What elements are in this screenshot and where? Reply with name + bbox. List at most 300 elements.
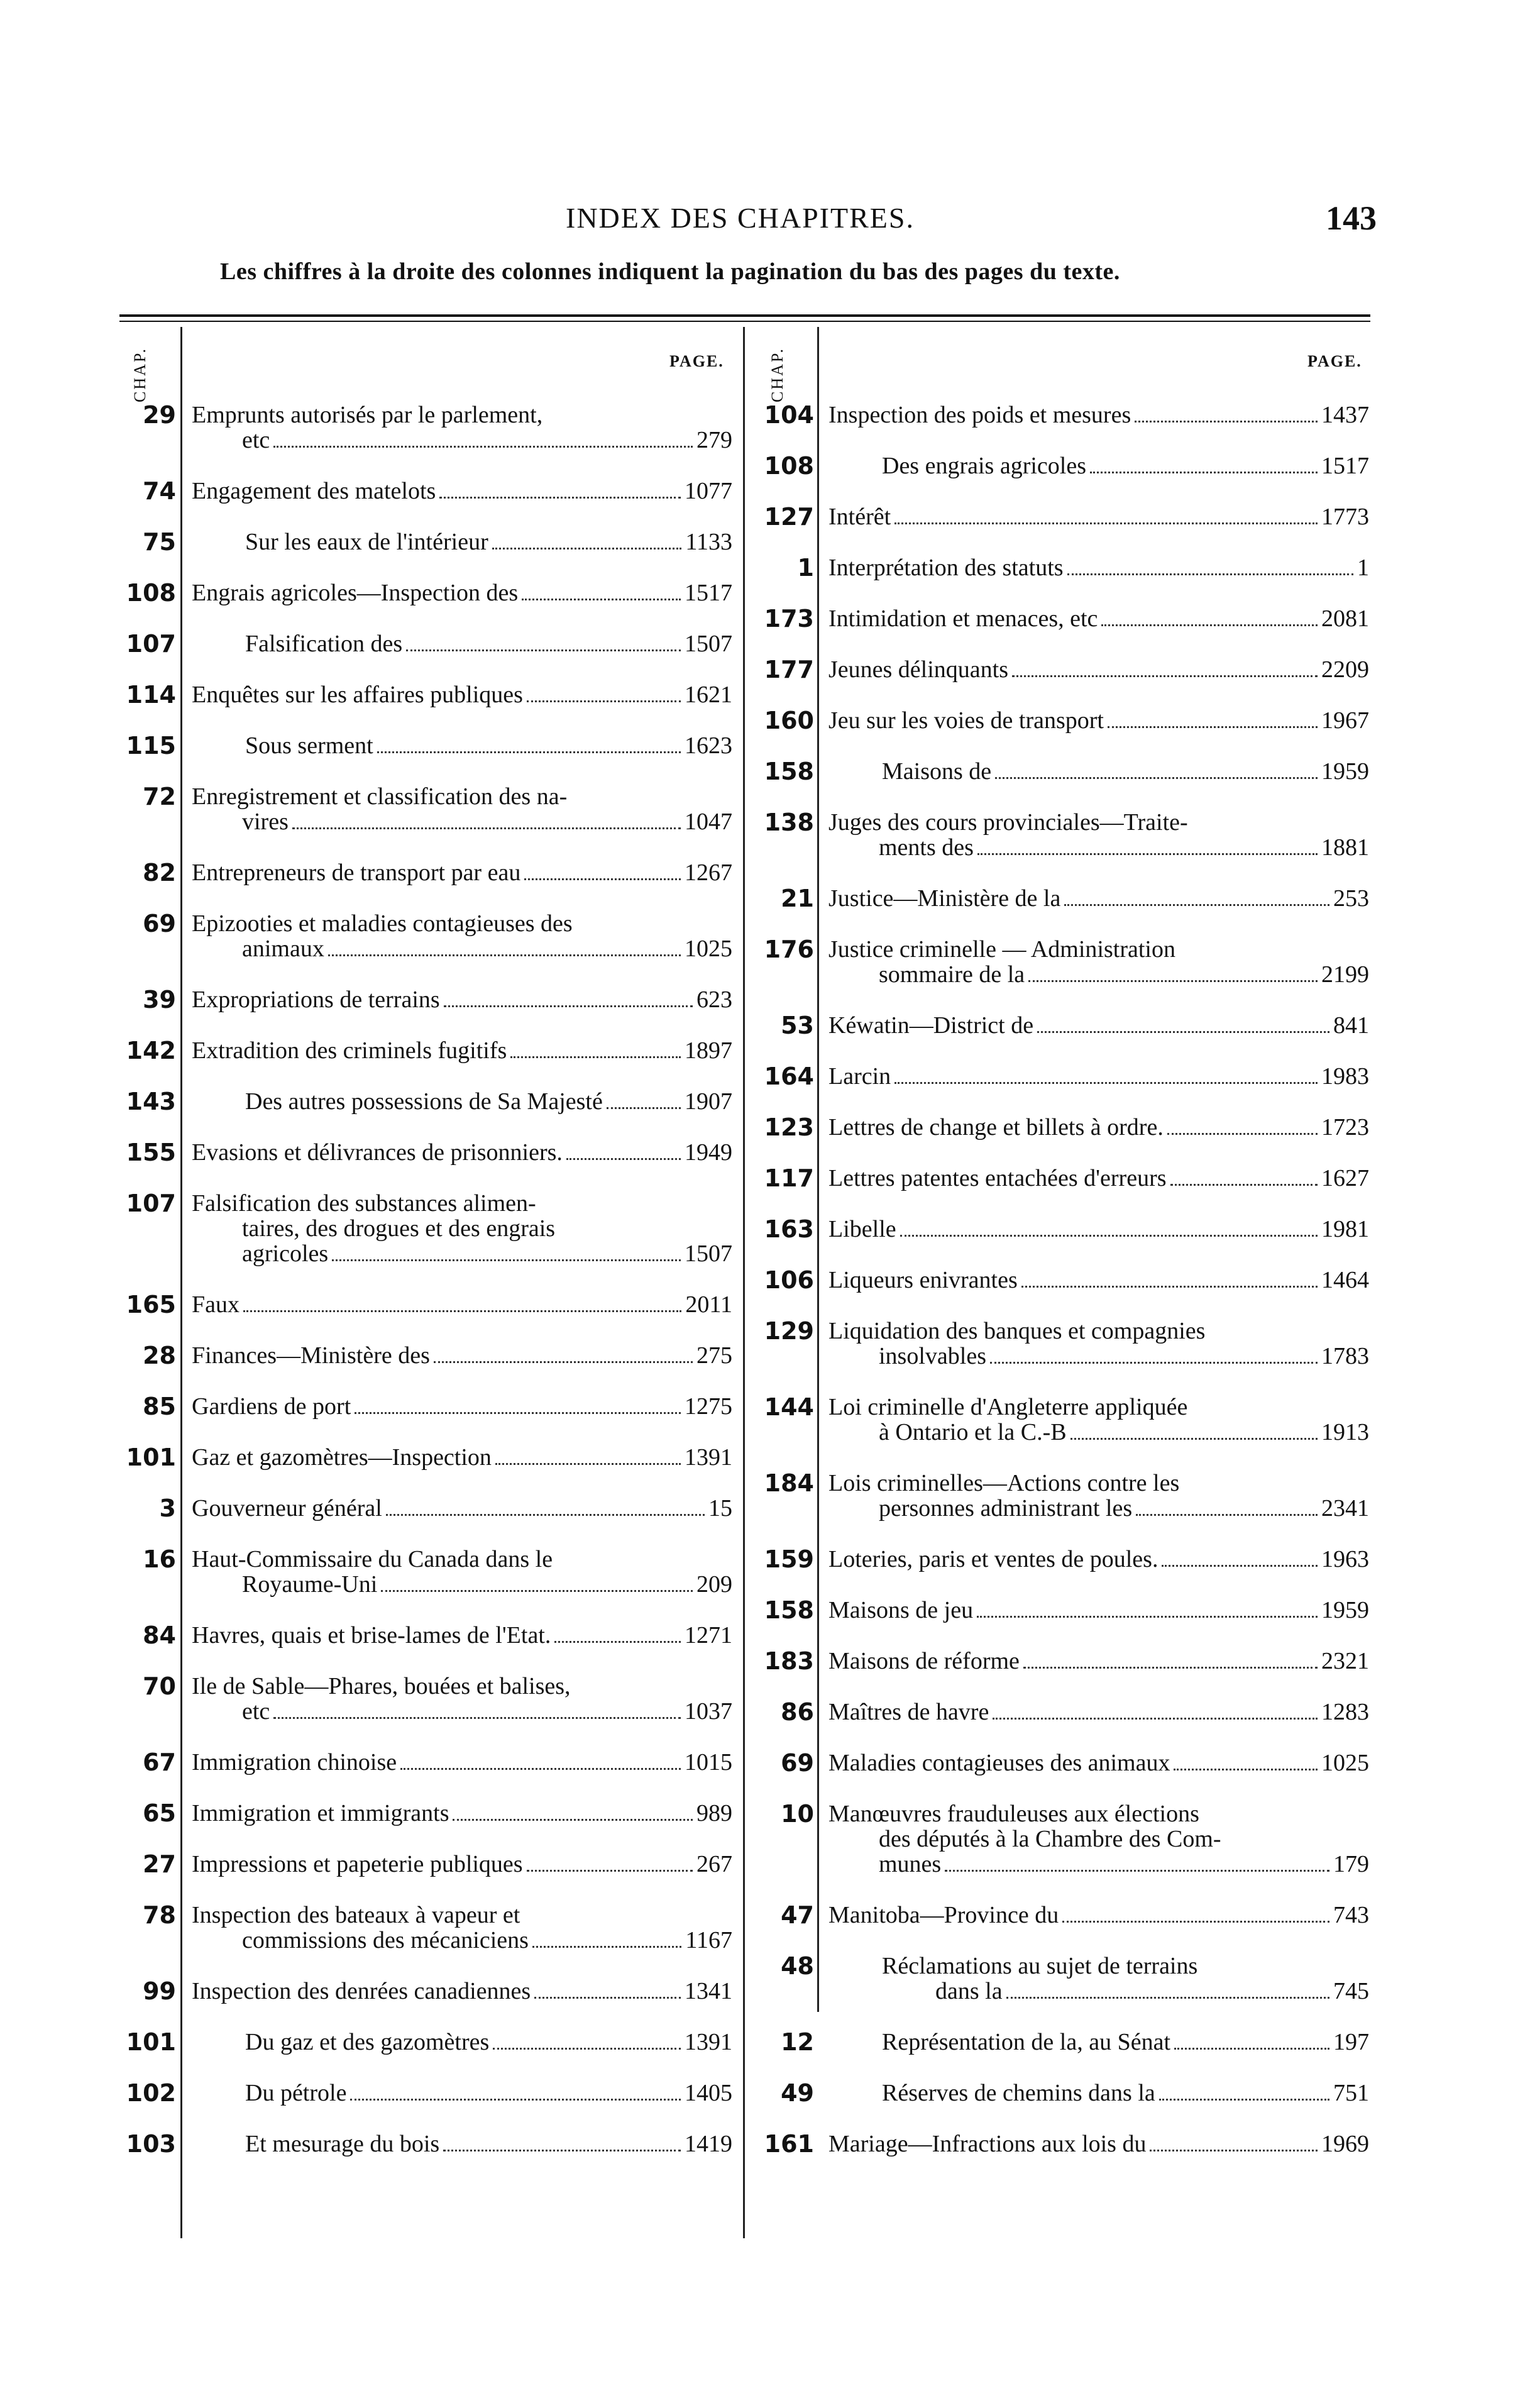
entry-text <box>192 1191 732 1266</box>
entry-line: Mariage—Infractions aux lois du <box>828 2131 1147 2157</box>
leader-dots <box>534 1997 681 1999</box>
leader-dots <box>510 1056 681 1058</box>
page-reference: 2209 <box>1321 656 1369 683</box>
chapter-number: 160 <box>764 707 814 734</box>
entry-text <box>828 1750 1369 1776</box>
leader-dots <box>1023 1667 1318 1669</box>
chapter-number: 101 <box>126 1444 176 1471</box>
page-reference: 1897 <box>685 1037 732 1064</box>
entry-line: Extradition des criminels fugitifs <box>192 1037 507 1064</box>
chapter-number: 3 <box>159 1494 176 1522</box>
entry-text <box>192 1903 732 1953</box>
page-header <box>189 201 1383 245</box>
chapter-number: 74 <box>143 477 176 505</box>
chapter-number: 85 <box>143 1393 176 1420</box>
entry-line: Du gaz et des gazomètres <box>245 2029 490 2055</box>
leader-dots <box>1101 624 1318 626</box>
page-reference: 1025 <box>685 936 732 962</box>
entry-text <box>192 1445 732 1470</box>
page-reference: 2321 <box>1321 1648 1369 1674</box>
page-reference: 2341 <box>1321 1495 1369 1522</box>
entry-line: Lettres patentes entachées d'erreurs <box>828 1165 1167 1191</box>
page-reference: 15 <box>708 1495 732 1522</box>
leader-dots <box>1021 1286 1318 1288</box>
top-rule <box>119 314 1370 317</box>
chapter-number: 10 <box>781 1800 814 1828</box>
leader-dots <box>527 700 681 702</box>
page-reference: 1391 <box>685 2029 732 2055</box>
chapter-number: 48 <box>781 1952 814 1980</box>
entry-line: Immigration et immigrants <box>192 1800 449 1826</box>
entry-text <box>192 1496 732 1521</box>
chapter-number: 27 <box>143 1850 176 1878</box>
entry-text <box>828 1166 1369 1191</box>
entry-text <box>828 1064 1369 1089</box>
entry-line: Interprétation des statuts <box>828 555 1064 581</box>
entry-line: personnes administrant les <box>879 1495 1133 1522</box>
leader-dots <box>1174 2048 1329 2050</box>
page-reference: 2199 <box>1321 961 1369 988</box>
chapter-number: 69 <box>781 1749 814 1777</box>
entry-text <box>192 1979 732 2004</box>
chapter-number: 103 <box>126 2130 176 2158</box>
chapter-number: 143 <box>126 1088 176 1115</box>
entry-line: Enregistrement et classification des na- <box>192 783 568 810</box>
entry-line: Royaume-Uni <box>242 1571 378 1598</box>
leader-dots <box>894 522 1318 524</box>
page-reference: 1627 <box>1321 1165 1369 1191</box>
page-reference: 1623 <box>685 732 732 759</box>
leader-dots <box>554 1641 681 1643</box>
entry-text <box>192 1292 732 1317</box>
entry-line: munes <box>879 1851 942 1877</box>
leader-dots <box>495 1463 681 1465</box>
chapter-number: 106 <box>764 1266 814 1294</box>
entry-text <box>192 733 732 758</box>
entry-text <box>828 1547 1369 1572</box>
chapter-number: 115 <box>126 732 176 759</box>
leader-dots <box>995 777 1318 779</box>
entry-line: Manœuvres frauduleuses aux élections <box>828 1801 1199 1827</box>
page-reference: 1077 <box>685 478 732 504</box>
page-reference: 197 <box>1333 2029 1369 2055</box>
entry-line: des députés à la Chambre des Com- <box>879 1826 1221 1852</box>
chapter-number: 117 <box>764 1164 814 1192</box>
leader-dots <box>900 1235 1318 1237</box>
leader-dots <box>243 1310 681 1312</box>
chapter-number: 108 <box>126 579 176 607</box>
leader-dots <box>1006 1997 1329 1999</box>
chapter-number: 184 <box>764 1469 814 1497</box>
entry-text <box>828 1318 1369 1369</box>
page-reference: 253 <box>1333 885 1369 912</box>
entry-text <box>828 2030 1369 2055</box>
leader-dots <box>1167 1133 1318 1135</box>
leader-dots <box>1067 573 1353 575</box>
page-reference: 1959 <box>1321 1597 1369 1623</box>
leader-dots <box>406 649 681 651</box>
page-reference: 1621 <box>685 682 732 708</box>
entry-text <box>828 657 1369 682</box>
leader-dots <box>522 599 681 600</box>
chapter-number: 1 <box>797 554 814 582</box>
entry-text <box>192 1623 732 1648</box>
entry-text <box>192 1852 732 1877</box>
leader-dots <box>1136 1514 1318 1516</box>
page-reference: 1283 <box>1321 1699 1369 1725</box>
entry-line: Loteries, paris et ventes de poules. <box>828 1546 1159 1572</box>
page-subtitle: Les chiffres à la droite des colonnes indiquent la pagination du bas des pages du texte. <box>220 258 1120 285</box>
chapter-number: 163 <box>764 1215 814 1243</box>
entry-line: Des autres possessions de Sa Majesté <box>245 1088 603 1115</box>
chapter-number: 69 <box>143 910 176 937</box>
entry-line: Faux <box>192 1291 239 1318</box>
entry-line: Expropriations de terrains <box>192 986 440 1013</box>
entry-line: Maladies contagieuses des animaux <box>828 1750 1170 1776</box>
entry-text <box>828 402 1369 428</box>
chapter-number: 65 <box>143 1799 176 1827</box>
chapter-number: 176 <box>764 936 814 963</box>
entry-line: Impressions et papeterie publiques <box>192 1851 523 1877</box>
entry-text <box>828 708 1369 733</box>
entry-line: Loi criminelle d'Angleterre appliquée <box>828 1394 1188 1420</box>
entry-line: Engagement des matelots <box>192 478 436 504</box>
leader-dots <box>400 1768 681 1770</box>
leader-dots <box>527 1870 693 1872</box>
entry-line: animaux <box>242 936 324 962</box>
entry-line: Gaz et gazomètres—Inspection <box>192 1444 492 1471</box>
page-reference: 1015 <box>685 1749 732 1776</box>
page-reference: 1507 <box>685 631 732 657</box>
chapter-number: 165 <box>126 1291 176 1318</box>
chapter-number: 72 <box>143 783 176 810</box>
entry-line: Intérêt <box>828 504 891 530</box>
entry-text <box>828 1013 1369 1038</box>
chapter-number: 161 <box>764 2130 814 2158</box>
leader-dots <box>894 1082 1318 1084</box>
entry-line: Lettres de change et billets à ordre. <box>828 1114 1164 1140</box>
leader-dots <box>607 1107 681 1109</box>
entry-text <box>192 682 732 707</box>
page-reference: 279 <box>696 427 732 453</box>
chapter-number: 84 <box>143 1621 176 1649</box>
entry-text <box>192 987 732 1012</box>
leader-dots <box>377 751 681 753</box>
entry-text <box>192 1394 732 1419</box>
entry-text <box>192 631 732 656</box>
entry-line: Réclamations au sujet de terrains <box>882 1953 1198 1979</box>
page-reference: 745 <box>1333 1978 1369 2004</box>
entry-line: Falsification des substances alimen- <box>192 1190 536 1217</box>
entry-line: Lois criminelles—Actions contre les <box>828 1470 1180 1496</box>
entry-text <box>828 2131 1369 2157</box>
chapter-number: 155 <box>126 1139 176 1166</box>
entry-line: etc <box>242 1698 270 1725</box>
leader-dots <box>1012 675 1318 677</box>
chapter-number: 86 <box>781 1698 814 1726</box>
leader-dots <box>566 1158 681 1160</box>
leader-dots <box>1070 1438 1318 1440</box>
entry-text <box>192 580 732 605</box>
chapter-number: 158 <box>764 758 814 785</box>
leader-dots <box>350 2099 681 2101</box>
page-header-right: PAGE. <box>1307 352 1362 370</box>
page-reference: 1047 <box>685 809 732 835</box>
chapter-number: 47 <box>781 1901 814 1929</box>
leader-dots <box>977 853 1318 855</box>
entry-line: Justice—Ministère de la <box>828 885 1061 912</box>
chap-header-right: CHAP. <box>768 347 786 402</box>
entry-line: Immigration chinoise <box>192 1749 397 1776</box>
chapter-number: 67 <box>143 1748 176 1776</box>
page-reference: 1405 <box>685 2080 732 2106</box>
entry-line: Sur les eaux de l'intérieur <box>245 529 488 555</box>
chap-header-left: CHAP. <box>131 347 149 402</box>
chapter-number: 123 <box>764 1113 814 1141</box>
page-reference: 1517 <box>1321 453 1369 479</box>
page-header-left: PAGE. <box>669 352 724 370</box>
chapter-number: 144 <box>764 1393 814 1421</box>
entry-line: Du pétrole <box>245 2080 347 2106</box>
chapter-number: 16 <box>143 1545 176 1573</box>
page-reference: 1133 <box>685 529 732 555</box>
entry-text <box>192 529 732 555</box>
chapter-number: 158 <box>764 1596 814 1624</box>
leader-dots <box>1108 726 1318 728</box>
page-reference: 989 <box>696 1800 732 1826</box>
entry-text <box>828 1115 1369 1140</box>
page-reference: 1969 <box>1321 2131 1369 2157</box>
leader-dots <box>945 1870 1329 1872</box>
entry-text <box>192 2030 732 2055</box>
entry-line: Et mesurage du bois <box>245 2131 440 2157</box>
leader-dots <box>1090 472 1318 473</box>
entry-line: Maisons de jeu <box>828 1597 974 1623</box>
entry-text <box>192 911 732 961</box>
page-title: INDEX DES CHAPITRES. <box>566 202 915 234</box>
entry-line: Maîtres de havre <box>828 1699 989 1725</box>
entry-line: Gardiens de port <box>192 1393 351 1420</box>
entry-text <box>192 1089 732 1114</box>
chapter-number: 138 <box>764 809 814 836</box>
entry-line: Ile de Sable—Phares, bouées et balises, <box>192 1673 571 1699</box>
entry-line: Justice criminelle — Administration <box>828 936 1175 963</box>
entry-line: Représentation de la, au Sénat <box>882 2029 1171 2055</box>
entry-line: Epizooties et maladies contagieuses des <box>192 910 573 937</box>
page-reference: 1464 <box>1321 1267 1369 1293</box>
right-chap-divider <box>817 327 819 2012</box>
chapter-number: 28 <box>143 1342 176 1369</box>
entry-line: Liquidation des banques et compagnies <box>828 1318 1206 1344</box>
entry-line: Manitoba—Province du <box>828 1902 1059 1928</box>
entry-text <box>828 810 1369 860</box>
chapter-number: 142 <box>126 1037 176 1064</box>
page-reference: 1959 <box>1321 758 1369 785</box>
chapter-number: 78 <box>143 1901 176 1929</box>
leader-dots <box>990 1362 1318 1364</box>
leader-dots <box>1170 1184 1318 1186</box>
entry-text <box>192 1801 732 1826</box>
leader-dots <box>453 1819 693 1821</box>
entry-text <box>192 2080 732 2106</box>
entry-line: dans la <box>935 1978 1003 2004</box>
entry-line: Engrais agricoles—Inspection des <box>192 580 519 606</box>
chapter-number: 177 <box>764 656 814 683</box>
entry-text <box>828 1903 1369 1928</box>
entry-line: etc <box>242 427 270 453</box>
entry-text <box>192 860 732 885</box>
chapter-number: 49 <box>781 2079 814 2107</box>
chapter-number: 99 <box>143 1977 176 2005</box>
entry-line: Kéwatin—District de <box>828 1012 1034 1039</box>
entry-text <box>828 453 1369 478</box>
leader-dots <box>444 1005 693 1007</box>
leader-dots <box>332 1259 681 1261</box>
entry-text <box>192 784 732 834</box>
entry-line: Liqueurs enivrantes <box>828 1267 1018 1293</box>
entry-text <box>828 2080 1369 2106</box>
page-reference: 1391 <box>685 1444 732 1471</box>
chapter-number: 127 <box>764 503 814 531</box>
entry-text <box>828 1395 1369 1445</box>
entry-line: Inspection des poids et mesures <box>828 402 1131 428</box>
entry-line: Intimidation et menaces, etc <box>828 605 1098 632</box>
page-reference: 1437 <box>1321 402 1369 428</box>
entry-line: insolvables <box>879 1343 986 1369</box>
page-number: 143 <box>1326 199 1377 237</box>
chapter-number: 164 <box>764 1063 814 1090</box>
entry-line: Maisons de réforme <box>828 1648 1020 1674</box>
leader-dots <box>532 1946 681 1948</box>
entry-text <box>828 1801 1369 1877</box>
entry-line: agricoles <box>242 1240 329 1267</box>
chapter-number: 102 <box>126 2079 176 2107</box>
chapter-number: 39 <box>143 986 176 1013</box>
page-reference: 743 <box>1333 1902 1369 1928</box>
entry-line: commissions des mécaniciens <box>242 1927 529 1953</box>
page-reference: 179 <box>1333 1851 1369 1877</box>
entry-line: Falsification des <box>245 631 403 657</box>
chapter-number: 53 <box>781 1012 814 1039</box>
entry-text <box>192 2131 732 2157</box>
leader-dots <box>977 1616 1318 1618</box>
page-reference: 1271 <box>685 1622 732 1649</box>
chapter-number: 12 <box>781 2028 814 2056</box>
entry-line: Havres, quais et brise-lames de l'Etat. <box>192 1622 551 1649</box>
entry-line: Enquêtes sur les affaires publiques <box>192 682 523 708</box>
page-reference: 2011 <box>685 1291 732 1318</box>
leader-dots <box>493 2048 681 2050</box>
page-reference: 1949 <box>685 1139 732 1166</box>
entry-text <box>828 1953 1369 2004</box>
leader-dots <box>443 2150 681 2151</box>
page-reference: 267 <box>696 1851 732 1877</box>
entry-line: Emprunts autorisés par le parlement, <box>192 402 543 428</box>
leader-dots <box>292 827 681 829</box>
entry-line: à Ontario et la C.-B <box>879 1419 1067 1445</box>
entry-text <box>828 937 1369 987</box>
entry-line: Réserves de chemins dans la <box>882 2080 1155 2106</box>
entry-text <box>828 504 1369 529</box>
page-reference: 1981 <box>1321 1216 1369 1242</box>
leader-dots <box>273 1717 681 1719</box>
page-reference: 1 <box>1357 555 1369 581</box>
page-reference: 1517 <box>685 580 732 606</box>
entry-line: Jeunes délinquants <box>828 656 1009 683</box>
entry-text <box>828 1598 1369 1623</box>
entry-text <box>828 1268 1369 1293</box>
page-reference: 1025 <box>1321 1750 1369 1776</box>
entry-text <box>192 478 732 504</box>
entry-line: Gouverneur général <box>192 1495 382 1522</box>
entry-text <box>192 1343 732 1368</box>
leader-dots <box>1064 904 1329 906</box>
leader-dots <box>993 1718 1318 1720</box>
entry-line: taires, des drogues et des engrais <box>242 1215 556 1242</box>
entry-text <box>828 1699 1369 1725</box>
leader-dots <box>1062 1921 1329 1923</box>
entry-line: ments des <box>879 834 974 861</box>
leader-dots <box>386 1514 705 1516</box>
leader-dots <box>1037 1031 1329 1033</box>
entry-line: Inspection des denrées canadiennes <box>192 1978 531 2004</box>
leader-dots <box>1150 2150 1318 2151</box>
entry-text <box>828 1471 1369 1521</box>
leader-dots <box>1028 980 1318 982</box>
entry-text <box>192 1547 732 1597</box>
entry-line: sommaire de la <box>879 961 1025 988</box>
page-reference: 1341 <box>685 1978 732 2004</box>
chapter-number: 21 <box>781 885 814 912</box>
leader-dots <box>524 878 681 880</box>
chapter-number: 82 <box>143 859 176 886</box>
leader-dots <box>439 497 681 499</box>
chapter-number: 104 <box>764 401 814 429</box>
chapter-number: 173 <box>764 605 814 632</box>
page-reference: 1275 <box>685 1393 732 1420</box>
page-reference: 209 <box>696 1571 732 1598</box>
entry-line: Jeu sur les voies de transport <box>828 707 1104 734</box>
entry-line: Entrepreneurs de transport par eau <box>192 859 521 886</box>
top-rule-thin <box>119 321 1370 322</box>
page-reference: 1773 <box>1321 504 1369 530</box>
entry-text <box>192 402 732 453</box>
entry-text <box>192 1674 732 1724</box>
leader-dots <box>1162 1565 1318 1567</box>
leader-dots <box>492 548 682 550</box>
entry-text <box>828 886 1369 911</box>
entry-text <box>828 759 1369 784</box>
leader-dots <box>328 954 681 956</box>
chapter-number: 70 <box>143 1672 176 1700</box>
entry-line: Des engrais agricoles <box>882 453 1086 479</box>
center-divider <box>743 327 745 2238</box>
leader-dots <box>1135 421 1318 423</box>
page-reference: 1037 <box>685 1698 732 1725</box>
page-reference: 1913 <box>1321 1419 1369 1445</box>
entry-text <box>828 606 1369 631</box>
chapter-number: 108 <box>764 452 814 480</box>
chapter-number: 129 <box>764 1317 814 1345</box>
page-reference: 841 <box>1333 1012 1369 1039</box>
entry-text <box>828 1649 1369 1674</box>
chapter-number: 29 <box>143 401 176 429</box>
entry-line: Maisons de <box>882 758 992 785</box>
page-reference: 1983 <box>1321 1063 1369 1090</box>
chapter-number: 159 <box>764 1545 814 1573</box>
entry-text <box>192 1038 732 1063</box>
chapter-number: 101 <box>126 2028 176 2056</box>
